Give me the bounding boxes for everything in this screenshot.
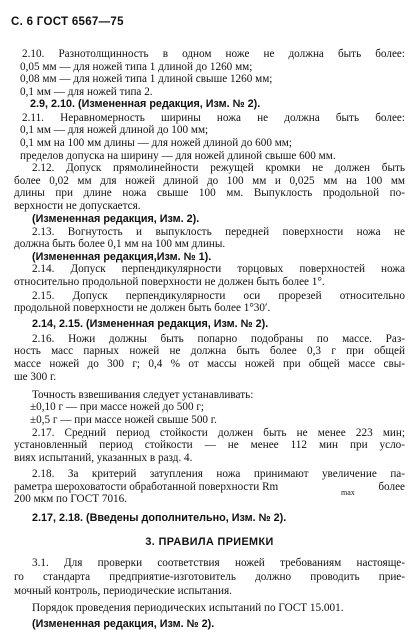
text-line: должна быть более 0,1 мм на 100 мм длины. [14,238,226,251]
text-line: го стандарта предприятие-изготовитель должно проводить прие- [14,571,405,583]
text-line: 200 мкм по ГОСТ 7016. [14,493,128,506]
section-heading: 3. ПРАВИЛА ПРИЕМКИ [145,536,274,548]
text-line: ±0,5 г — при массе ножей свыше 500 г. [30,413,217,426]
rm-subscript: max [341,487,355,497]
text-line: Точность взвешивания следует устанавливать: [32,388,254,401]
rm-line-text: раметра шероховатости обработанной поверхности Rm [14,480,279,493]
text-line: 2.14. Допуск перпендикулярности торцовых поверхностей ножа [32,263,405,276]
text-line: 2.11. Неравномерность ширины ножа не должна быть более: [22,111,405,124]
text-line: установленный период стойкости — не менее 112 мин при усло- [14,439,405,452]
edition-note: 2.17, 2.18. (Введены дополнительно, Изм. № 2). [32,512,287,525]
edition-note: 2.14, 2.15. (Измененная редакция, Изм. № 2). [32,318,269,331]
edition-note: (Измененная редакция, Изм. № 2). [32,618,215,630]
text-line: 0,08 мм — для ножей типа 1 длиной свыше 1260 мм; [20,73,273,86]
text-line: пределов допуска на ширину — для ножей длиной свыше 600 мм. [20,149,336,162]
edition-note: (Измененная редакция,Изм. № 1). [32,250,212,263]
text-line: 2.10. Разнотолщинность в одном ноже не должна быть более: [22,48,405,61]
text-line: ность масс парных ножей не должна быть более 0,3 г при общей [14,345,405,358]
edition-note: (Измененная редакция, Изм. 2). [32,213,200,226]
text-line: более 0,02 мм для ножей длиной до 100 мм и 0,025 мм на 100 мм [14,174,405,187]
text-line: мочный контроль, периодические испытания. [14,585,232,597]
text-line: 0,1 мм — для ножей типа 2. [20,85,153,98]
text-line: Порядок проведения периодических испытаний по ГОСТ 15.001. [32,602,344,614]
text-line: 2.16. Ножи должны быть попарно подобраны по массе. Раз- [32,332,405,345]
page-header: С. 6 ГОСТ 6567—75 [11,16,124,28]
edition-note: 2.9, 2.10. (Измененная редакция, Изм. № 2). [30,98,261,111]
text-line: ше 300 г. [14,370,57,383]
text-line: 0,05 мм — для ножей типа 1 длиной до 1260 мм; [20,60,253,73]
text-line: массе ножей до 300 г; 0,4 % от массы ножей при общей массе свы- [14,358,405,370]
text-line: длины при длине ножа свыше 100 мм. Выпуклость продольной по- [14,187,405,200]
text-line-rm [14,480,405,497]
rm-tail: более [378,480,405,493]
text-line: 2.13. Вогнутость и выпуклость передней поверхности ножа не [32,225,405,238]
text-line: 0,1 мм на 100 мм длины — для ножей длиной до 600 мм; [20,137,292,150]
text-line: 2.18. За критерий затупления ножа принимают увеличение па- [32,468,405,481]
text-line: верхности не допускается. [14,199,141,212]
text-line: продольной поверхности не должен быть более 1°30′. [14,302,271,315]
text-line: 2.15. Допуск перпендикулярности оси прорезей относительно [32,289,405,302]
text-line: относительно продольной поверхности не должен быть более 1°. [14,275,325,288]
text-line: 2.17. Средний период стойкости должен быть не менее 223 мин; [32,426,405,439]
text-line: виях испытаний, указанных в разд. 4. [14,451,193,464]
text-line: ±0,10 г — при массе ножей до 500 г; [30,401,205,414]
text-line: 0,1 мм — для ножей длиной до 100 мм; [20,124,209,137]
text-line: 2.12. Допуск прямолинейности режущей кромки не должен быть [32,162,405,175]
text-line: 3.1. Для проверки соответствия ножей требованиям настояще- [32,557,405,569]
